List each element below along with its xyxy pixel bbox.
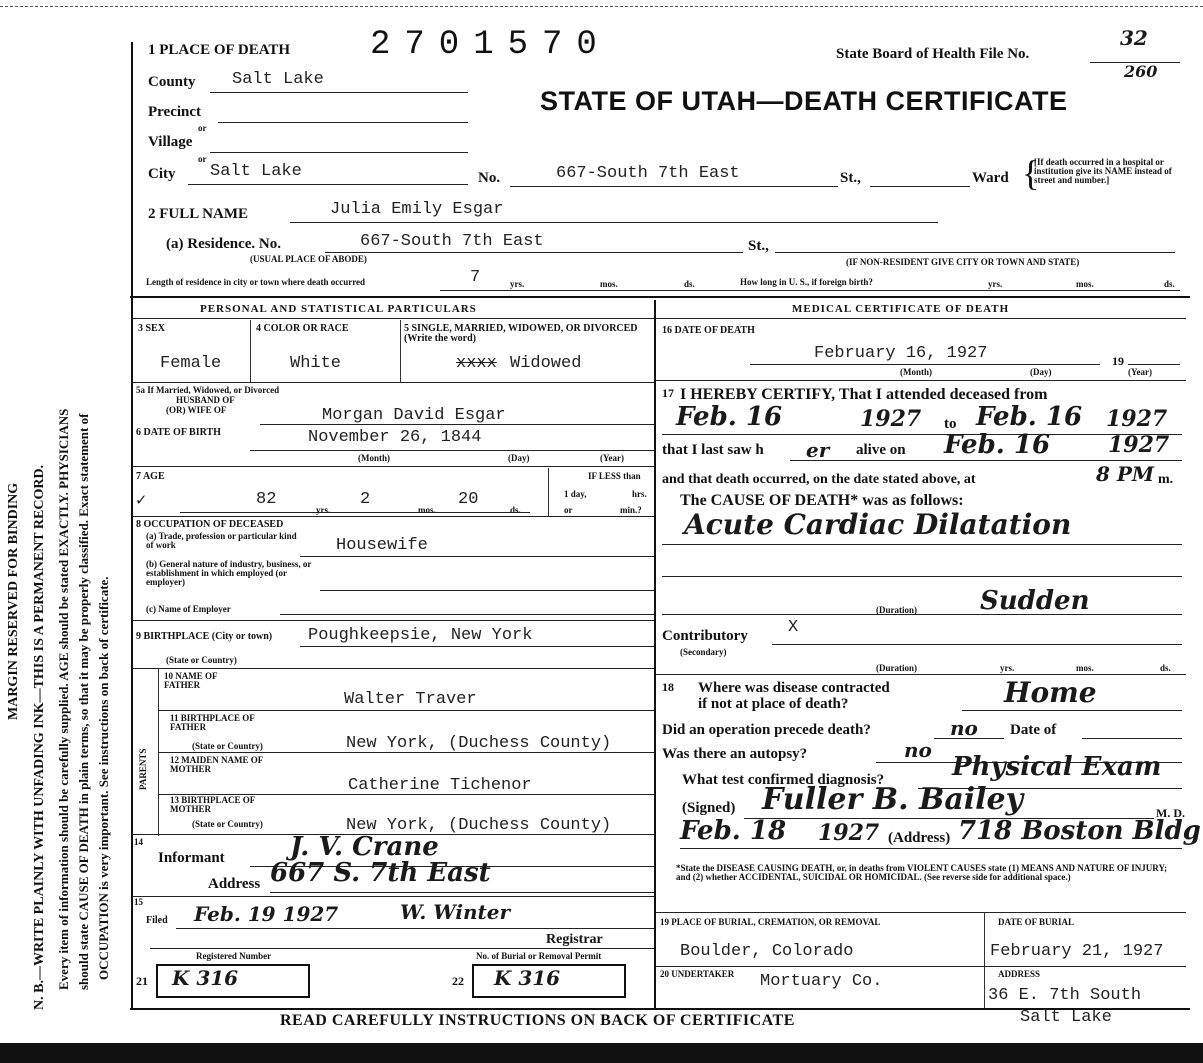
row-dob-rule xyxy=(132,466,654,467)
length-yrs-label: yrs. xyxy=(510,279,525,289)
dob-value: November 26, 1844 xyxy=(308,428,482,447)
burial-col-divider xyxy=(984,912,985,1008)
city-value: Salt Lake xyxy=(210,162,302,181)
father-birthplace-value: New York, (Duchess County) xyxy=(346,734,612,753)
row-footnote-rule xyxy=(656,912,1186,913)
cause-duration-label: (Duration) xyxy=(876,605,917,615)
place-of-death-label: 1 PLACE OF DEATH xyxy=(148,42,291,58)
medical-title-rule xyxy=(656,318,1186,319)
burial-place-value: Boulder, Colorado xyxy=(680,942,854,961)
min-label: min.? xyxy=(620,505,642,515)
informant-address-line xyxy=(270,892,654,893)
informant-address-value: 667 S. 7th East xyxy=(270,858,491,888)
residence-line xyxy=(325,252,743,253)
side-instruction-line-3: should state CAUSE OF DEATH in plain terms, so that it may be properly classified. Exact statement of xyxy=(76,413,91,990)
length-ds-label: ds. xyxy=(684,279,695,289)
cause-of-death-value: Acute Cardiac Dilatation xyxy=(684,508,1072,541)
spouse-label-2: HUSBAND OF xyxy=(176,395,235,405)
row-informant-rule xyxy=(132,896,654,897)
undertaker-address-2: Salt Lake xyxy=(1020,1008,1112,1027)
county-line xyxy=(210,92,468,93)
registrar-label: Registrar xyxy=(546,932,603,947)
read-instructions-footer: READ CAREFULLY INSTRUCTIONS ON BACK OF CERTIFICATE xyxy=(280,1012,795,1029)
occupation-a-line xyxy=(300,556,654,557)
contributory-label: Contributory xyxy=(662,628,748,644)
item-15-label: 15 xyxy=(134,897,143,907)
date-of-death-line xyxy=(750,364,1100,365)
marital-label: 5 SINGLE, MARRIED, WIDOWED, OR DIVORCED (Write the word) xyxy=(404,323,638,344)
dob-day-label: (Day) xyxy=(508,453,530,463)
where-contracted-label-1: Where was disease contracted xyxy=(698,680,890,696)
street-st-label: St., xyxy=(840,170,861,186)
registered-number-value: K 316 xyxy=(172,966,239,990)
undertaker-address-1: 36 E. 7th South xyxy=(988,986,1142,1005)
occupation-b-label: (b) General nature of industry, business, or establishment in which employed (or employer) xyxy=(146,559,312,587)
operation-value: no xyxy=(950,716,978,740)
contributory-yrs-label: yrs. xyxy=(1000,663,1015,673)
personal-section-title: PERSONAL AND STATISTICAL PARTICULARS xyxy=(200,303,477,315)
attended-from-year: 1927 xyxy=(860,406,922,432)
length-line xyxy=(440,290,1180,291)
registered-number-top-rule xyxy=(150,948,654,949)
if-less-than-label: IF LESS than xyxy=(588,471,641,481)
informant-label: Informant xyxy=(158,850,225,866)
contributory-duration-label: (Duration) xyxy=(876,663,917,673)
age-yrs-label: yrs. xyxy=(316,505,331,515)
date-of-death-year-line xyxy=(1128,364,1180,365)
file-number-sub: 260 xyxy=(1124,62,1158,81)
county-value: Salt Lake xyxy=(232,70,324,89)
row-date-of-death-rule xyxy=(656,380,1186,381)
certify-text: I HEREBY CERTIFY, That I attended deceased from xyxy=(680,386,1048,403)
date-of-death-label: 16 DATE OF DEATH xyxy=(662,325,755,336)
employer-line xyxy=(280,614,654,615)
attended-to-label: to xyxy=(944,416,957,432)
residence-label: (a) Residence. No. xyxy=(166,236,281,252)
death-time-value: 8 PM xyxy=(1096,462,1155,486)
precinct-line xyxy=(218,122,468,123)
date-of-death-19: 19 xyxy=(1112,354,1124,368)
operation-date-line xyxy=(1082,738,1182,739)
residence-st-label: St., xyxy=(748,238,769,254)
street-line xyxy=(510,186,838,187)
alive-on-line xyxy=(790,460,1182,461)
physician-address-line xyxy=(680,848,1182,849)
hrs-label: hrs. xyxy=(632,489,647,499)
file-number-value: 32 xyxy=(1120,26,1148,50)
full-name-value: Julia Emily Esgar xyxy=(330,200,504,219)
birthplace-state-label: (State or Country) xyxy=(166,655,237,665)
street-number-value: 667-South 7th East xyxy=(556,164,740,183)
if-less-day-label: 1 day, xyxy=(564,489,587,499)
street-number-label: No. xyxy=(478,170,501,186)
parents-label: PARENTS xyxy=(138,748,148,790)
side-instruction-line-4: OCCUPATION is very important. See instructions on back of certificate. xyxy=(96,576,111,980)
undertaker-label: 20 UNDERTAKER xyxy=(660,969,735,979)
attended-line xyxy=(662,434,1182,435)
attended-to-value: Feb. 16 xyxy=(976,402,1083,432)
age-check: ✓ xyxy=(136,492,147,511)
full-name-label: 2 FULL NAME xyxy=(148,206,249,222)
divider-center xyxy=(654,300,656,1010)
operation-line xyxy=(934,738,1004,739)
burial-permit-value: K 316 xyxy=(494,966,561,990)
spouse-value: Morgan David Esgar xyxy=(322,406,506,425)
age-line xyxy=(180,512,530,513)
where-contracted-value: Home xyxy=(1004,676,1097,709)
usual-place-label: (USUAL PLACE OF ABODE) xyxy=(250,254,367,264)
length-residence-value: 7 xyxy=(470,268,481,287)
age-col-divider xyxy=(548,468,549,516)
father-birthplace-label: 11 BIRTHPLACE OF FATHER xyxy=(170,713,255,732)
row-occupation-rule xyxy=(132,620,654,621)
autopsy-label: Was there an autopsy? xyxy=(662,746,808,762)
birthplace-label: 9 BIRTHPLACE (City or town) xyxy=(136,631,273,642)
date-of-death-month-label: (Month) xyxy=(900,367,932,377)
or-label-2: or xyxy=(198,154,207,164)
employer-label: (c) Name of Employer xyxy=(146,604,231,614)
file-number-label: State Board of Health File No. xyxy=(836,46,1030,62)
age-months-value: 2 xyxy=(360,490,371,509)
dob-month-label: (Month) xyxy=(358,453,390,463)
spouse-label-3: (OR) WIFE OF xyxy=(166,405,227,415)
occupation-value: Housewife xyxy=(336,536,428,555)
dob-line xyxy=(250,450,654,451)
county-label: County xyxy=(148,74,196,90)
age-ds-label: ds. xyxy=(510,505,521,515)
undertaker-value: Mortuary Co. xyxy=(760,972,883,991)
dob-label: 6 DATE OF BIRTH xyxy=(136,427,221,438)
registered-number-label: Registered Number xyxy=(196,951,272,961)
father-birthplace-rule xyxy=(158,752,654,753)
margin-binding-note: MARGIN RESERVED FOR BINDING xyxy=(6,482,21,720)
how-long-us-label: How long in U. S., if foreign birth? xyxy=(740,277,873,287)
contributory-value: X xyxy=(788,618,799,637)
mother-name-label: 12 MAIDEN NAME OF MOTHER xyxy=(170,755,263,774)
sex-col-divider xyxy=(250,320,251,382)
father-name-rule xyxy=(158,710,654,711)
personal-title-rule xyxy=(132,318,654,319)
death-occurred-label: and that death occurred, on the date stated above, at xyxy=(662,472,976,487)
burial-date-value: February 21, 1927 xyxy=(990,942,1164,961)
contributory-line xyxy=(772,644,1182,645)
burial-permit-label: No. of Burial or Removal Permit xyxy=(476,951,602,961)
undertaker-address-label: ADDRESS xyxy=(998,969,1041,979)
last-saw-label: that I last saw h xyxy=(662,442,764,458)
signed-date-value: Feb. 18 xyxy=(680,816,787,846)
death-time-m-label: m. xyxy=(1158,472,1174,487)
occupation-a-label: (a) Trade, profession or particular kind of work xyxy=(146,531,297,550)
color-value: White xyxy=(290,354,342,373)
occupation-b-line xyxy=(320,590,654,591)
full-name-line xyxy=(290,222,938,223)
item-17-label: 17 xyxy=(662,386,674,400)
informant-address-label: Address xyxy=(208,876,261,892)
mother-name-value: Catherine Tichenor xyxy=(348,776,532,795)
city-label: City xyxy=(148,166,176,182)
certificate-number: 2701570 xyxy=(370,26,611,64)
secondary-label: (Secondary) xyxy=(680,647,727,657)
medical-section-title: MEDICAL CERTIFICATE OF DEATH xyxy=(792,303,1010,315)
mother-birthplace-value: New York, (Duchess County) xyxy=(346,816,612,835)
md-label: M. D. xyxy=(1156,806,1185,820)
physician-address-label: (Address) xyxy=(888,830,951,846)
test-confirmed-label: What test confirmed diagnosis? xyxy=(682,772,885,788)
or-label-1: or xyxy=(198,123,207,133)
non-resident-label: (IF NON-RESIDENT GIVE CITY OR TOWN AND STATE) xyxy=(846,257,1080,267)
where-contracted-line xyxy=(962,710,1182,711)
date-of-death-year-label: (Year) xyxy=(1128,367,1152,377)
ward-label: Ward xyxy=(972,170,1009,186)
age-mos-label: mos. xyxy=(418,505,436,515)
us-yrs-label: yrs. xyxy=(988,279,1003,289)
item-14-label: 14 xyxy=(134,837,143,847)
sex-value: Female xyxy=(160,354,222,373)
row-birthplace-rule xyxy=(132,668,654,669)
top-dashed-edge xyxy=(0,6,1203,7)
length-residence-label: Length of residence in city or town where death occurred xyxy=(146,277,366,287)
mother-birthplace-sub: (State or Country) xyxy=(192,819,263,829)
mother-birthplace-label: 13 BIRTHPLACE OF MOTHER xyxy=(170,795,255,814)
filed-value: Feb. 19 1927 xyxy=(194,902,339,926)
us-ds-label: ds. xyxy=(1164,279,1175,289)
physician-address-value: 718 Boston Bldg xyxy=(958,816,1201,846)
ward-note: [If death occurred in a hospital or institution give its NAME instead of street and number.] xyxy=(1034,157,1172,185)
village-line xyxy=(210,152,468,153)
form-left-border xyxy=(131,42,133,1010)
precinct-label: Precinct xyxy=(148,104,202,120)
contributory-ds-label: ds. xyxy=(1160,663,1171,673)
birthplace-line xyxy=(300,646,654,647)
age-days-value: 20 xyxy=(458,490,479,509)
cause-footnote: *State the DISEASE CAUSING DEATH, or, in deaths from VIOLENT CAUSES state (1) MEANS AND NATURE OF INJURY; and (2) whether ACCIDENTAL, SUICIDAL OR HOMICIDAL. (See reverse side for additional space.) xyxy=(676,863,1168,882)
alive-on-value: Feb. 16 xyxy=(944,430,1051,460)
signed-value: Fuller B. Bailey xyxy=(762,782,1024,817)
alive-on-year: 1927 xyxy=(1108,432,1170,458)
burial-date-label: DATE OF BURIAL xyxy=(998,917,1075,927)
cause-line-1 xyxy=(662,544,1182,545)
residence-city-line xyxy=(775,252,1175,253)
residence-value: 667-South 7th East xyxy=(360,232,544,251)
ward-brace: { xyxy=(1022,153,1040,193)
sex-label: 3 SEX xyxy=(138,323,165,334)
color-col-divider xyxy=(400,320,401,382)
row-sex-rule xyxy=(132,382,654,383)
item-21-label: 21 xyxy=(136,974,148,988)
spouse-line xyxy=(260,424,654,425)
marital-struck: xxxx xyxy=(456,354,497,373)
registrar-signature: W. Winter xyxy=(400,900,511,924)
marital-value: Widowed xyxy=(510,354,582,373)
scan-bottom-edge xyxy=(0,1043,1203,1063)
side-instruction-line-1: N. B.—WRITE PLAINLY WITH UNFADING INK—THIS IS A PERMANENT RECORD. xyxy=(32,464,47,1010)
informant-value: J. V. Crane xyxy=(290,832,439,862)
cause-duration-value: Sudden xyxy=(980,586,1090,616)
father-name-label: 10 NAME OF FATHER xyxy=(164,671,218,690)
last-saw-pronoun: er xyxy=(806,438,830,462)
cause-line-2 xyxy=(662,576,1182,577)
village-label: Village xyxy=(148,134,193,150)
row-age-rule xyxy=(132,516,654,517)
filed-line xyxy=(176,928,654,929)
autopsy-value: no xyxy=(904,738,932,762)
operation-date-label: Date of xyxy=(1010,722,1057,738)
burial-place-label: 19 PLACE OF BURIAL, CREMATION, OR REMOVAL xyxy=(660,917,881,927)
attended-to-year: 1927 xyxy=(1106,406,1168,432)
father-birthplace-sub: (State or Country) xyxy=(192,741,263,751)
color-label: 4 COLOR OR RACE xyxy=(256,323,349,334)
age-years-value: 82 xyxy=(256,490,277,509)
operation-label: Did an operation precede death? xyxy=(662,722,871,738)
us-mos-label: mos. xyxy=(1076,279,1094,289)
cause-duration-line xyxy=(662,614,1182,615)
city-line xyxy=(188,184,468,185)
attended-from-value: Feb. 16 xyxy=(676,402,783,432)
row-contributory-rule xyxy=(656,674,1186,675)
test-confirmed-value: Physical Exam xyxy=(952,752,1162,782)
filed-label: Filed xyxy=(146,915,168,926)
contributory-mos-label: mos. xyxy=(1076,663,1094,673)
or-label-3: or xyxy=(564,505,573,515)
divider-top-sections xyxy=(130,296,1190,298)
father-name-value: Walter Traver xyxy=(344,690,477,709)
side-instruction-line-2: Every item of information should be carefully supplied. AGE should be stated EXACTLY. PHYSICIANS xyxy=(56,408,71,990)
date-of-death-value: February 16, 1927 xyxy=(814,344,988,363)
item-18-label: 18 xyxy=(662,680,674,694)
cause-of-death-label: The CAUSE OF DEATH* was as follows: xyxy=(680,492,964,509)
dob-year-label: (Year) xyxy=(600,453,624,463)
spouse-label-1: 5a If Married, Widowed, or Divorced xyxy=(136,385,280,395)
occupation-label: 8 OCCUPATION OF DECEASED xyxy=(136,519,284,530)
alive-on-label: alive on xyxy=(856,442,906,458)
ward-line xyxy=(870,186,970,187)
signed-date-year: 1927 xyxy=(818,820,880,846)
birthplace-value: Poughkeepsie, New York xyxy=(308,626,533,645)
date-of-death-day-label: (Day) xyxy=(1030,367,1052,377)
row-burial-rule xyxy=(656,966,1186,967)
signed-label: (Signed) xyxy=(682,800,736,816)
length-mos-label: mos. xyxy=(600,279,618,289)
where-contracted-label-2: if not at place of death? xyxy=(698,696,849,712)
age-label: 7 AGE xyxy=(136,471,165,482)
item-22-label: 22 xyxy=(452,974,464,988)
certificate-title: STATE OF UTAH—DEATH CERTIFICATE xyxy=(540,86,1068,116)
